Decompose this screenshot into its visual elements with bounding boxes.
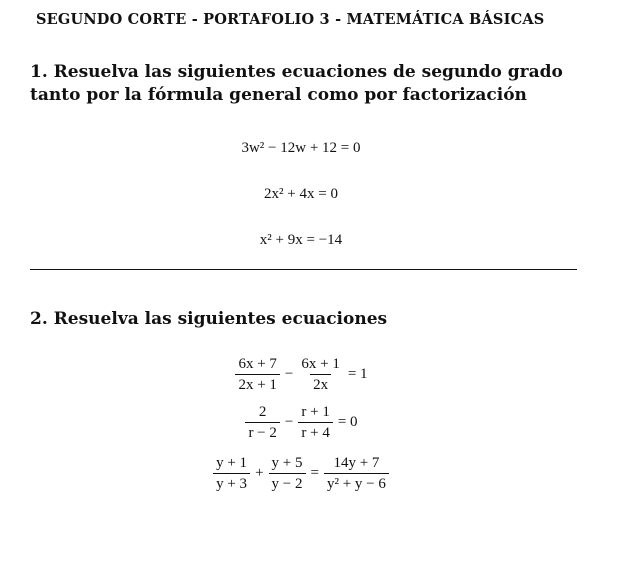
page-title: SEGUNDO CORTE - PORTAFOLIO 3 - MATEMÁTICA BÁSICAS xyxy=(36,11,545,28)
numerator: 14y + 7 xyxy=(333,455,380,471)
numerator: 6x + 7 xyxy=(238,356,277,372)
section-divider xyxy=(30,269,577,270)
equation-1-1: 3w² − 12w + 12 = 0 xyxy=(241,140,361,156)
equation-1-3: x² + 9x = −14 xyxy=(259,232,343,248)
section-2-heading: 2. Resuelva las siguientes ecuaciones xyxy=(30,309,388,329)
numerator: r + 1 xyxy=(301,404,330,420)
fraction xyxy=(245,403,279,442)
operator: + xyxy=(255,465,264,481)
operator: − xyxy=(284,414,294,430)
operator: − xyxy=(284,366,294,382)
equation-2-3 xyxy=(0,454,602,493)
denominator: y + 3 xyxy=(213,473,250,493)
fraction xyxy=(298,403,332,442)
right-hand-side: = 1 xyxy=(347,366,368,382)
denominator: 2x xyxy=(310,374,331,394)
equation-2-2 xyxy=(0,403,602,442)
numerator: 6x + 1 xyxy=(301,356,340,372)
fraction xyxy=(324,454,389,493)
fraction xyxy=(235,355,279,394)
fraction xyxy=(269,454,306,493)
section-1-heading: 1. Resuelva las siguientes ecuaciones de segundo grado tanto por la fórmula general como por factorización xyxy=(30,62,563,105)
denominator: r + 4 xyxy=(298,422,332,442)
numerator: y + 1 xyxy=(216,455,248,471)
numerator: 2 xyxy=(258,404,267,420)
denominator: y − 2 xyxy=(269,473,306,493)
numerator: y + 5 xyxy=(271,455,303,471)
right-hand-side: = 0 xyxy=(337,414,358,430)
equation-1-2: 2x² + 4x = 0 xyxy=(264,186,338,202)
denominator: y² + y − 6 xyxy=(324,473,389,493)
equals-sign: = xyxy=(310,465,319,481)
fraction xyxy=(298,355,342,394)
fraction xyxy=(213,454,250,493)
equation-2-1 xyxy=(0,355,602,394)
denominator: 2x + 1 xyxy=(235,374,279,394)
denominator: r − 2 xyxy=(245,422,279,442)
